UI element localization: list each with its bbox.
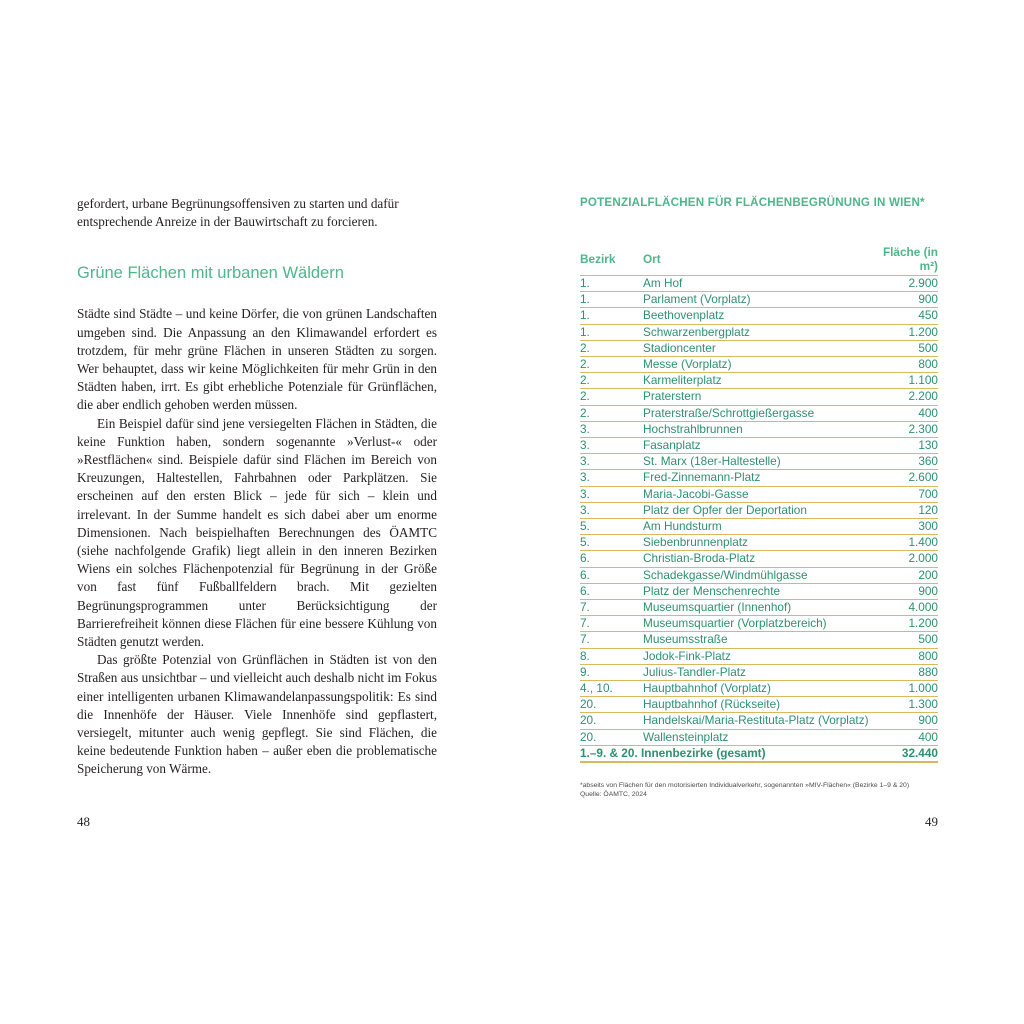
- total-label: 1.–9. & 20. Innenbezirke (gesamt): [580, 745, 869, 762]
- table-row: [580, 632, 938, 648]
- intro-line-2: entsprechende Anreize in der Bauwirtschaft zu forcieren.: [77, 214, 378, 230]
- cell-flaeche: 200: [869, 567, 938, 583]
- cell-bezirk: 3.: [580, 470, 643, 486]
- cell-bezirk: 2.: [580, 389, 643, 405]
- cell-bezirk: 8.: [580, 648, 643, 664]
- cell-bezirk: 6.: [580, 551, 643, 567]
- cell-bezirk: 3.: [580, 486, 643, 502]
- table-row: [580, 648, 938, 664]
- cell-ort: Karmeliterplatz: [643, 373, 869, 389]
- cell-ort: Praterstraße/Schrottgießergasse: [643, 405, 869, 421]
- cell-flaeche: 130: [869, 438, 938, 454]
- cell-flaeche: 1.400: [869, 535, 938, 551]
- header-ort: Ort: [643, 245, 869, 276]
- cell-flaeche: 2.600: [869, 470, 938, 486]
- cell-bezirk: 5.: [580, 535, 643, 551]
- table-row: [580, 389, 938, 405]
- cell-ort: Christian-Broda-Platz: [643, 551, 869, 567]
- table-row: [580, 292, 938, 308]
- footnote-text: *abseits von Flächen für den motorisierten Individualverkehr, sogenannten »MIV-Flächen« (Bezirke 1–9 & 20): [580, 782, 910, 790]
- cell-flaeche: 1.200: [869, 616, 938, 632]
- cell-flaeche: 120: [869, 502, 938, 518]
- cell-bezirk: 1.: [580, 324, 643, 340]
- cell-bezirk: 20.: [580, 713, 643, 729]
- cell-bezirk: 4., 10.: [580, 681, 643, 697]
- cell-flaeche: 800: [869, 648, 938, 664]
- cell-flaeche: 2.300: [869, 421, 938, 437]
- cell-flaeche: 500: [869, 340, 938, 356]
- cell-ort: Platz der Opfer der Deportation: [643, 502, 869, 518]
- table-row: [580, 729, 938, 745]
- cell-flaeche: 2.900: [869, 276, 938, 292]
- cell-flaeche: 360: [869, 454, 938, 470]
- table-row: [580, 567, 938, 583]
- cell-bezirk: 3.: [580, 454, 643, 470]
- cell-ort: Schwarzenbergplatz: [643, 324, 869, 340]
- cell-bezirk: 6.: [580, 567, 643, 583]
- table-row: [580, 373, 938, 389]
- cell-ort: Platz der Menschenrechte: [643, 583, 869, 599]
- cell-ort: Wallensteinplatz: [643, 729, 869, 745]
- table-row: [580, 470, 938, 486]
- cell-ort: Jodok-Fink-Platz: [643, 648, 869, 664]
- table-row: [580, 405, 938, 421]
- cell-bezirk: 9.: [580, 664, 643, 680]
- cell-ort: Maria-Jacobi-Gasse: [643, 486, 869, 502]
- cell-flaeche: 2.000: [869, 551, 938, 567]
- cell-flaeche: 700: [869, 486, 938, 502]
- left-page: [77, 195, 437, 779]
- cell-bezirk: 20.: [580, 729, 643, 745]
- cell-flaeche: 900: [869, 583, 938, 599]
- table-row: [580, 502, 938, 518]
- cell-flaeche: 4.000: [869, 600, 938, 616]
- cell-bezirk: 1.: [580, 308, 643, 324]
- cell-flaeche: 800: [869, 357, 938, 373]
- cell-flaeche: 900: [869, 713, 938, 729]
- header-bezirk: Bezirk: [580, 245, 643, 276]
- header-flaeche: Fläche (in m²): [869, 245, 938, 276]
- cell-bezirk: 5.: [580, 519, 643, 535]
- cell-bezirk: 2.: [580, 405, 643, 421]
- right-page: [580, 196, 938, 799]
- cell-ort: Schadekgasse/Windmühlgasse: [643, 567, 869, 583]
- table-title: POTENZIALFLÄCHEN FÜR FLÄCHENBEGRÜNUNG IN WIEN*: [580, 196, 925, 209]
- table-row: [580, 454, 938, 470]
- cell-bezirk: 7.: [580, 632, 643, 648]
- cell-flaeche: 1.100: [869, 373, 938, 389]
- table-row: [580, 583, 938, 599]
- cell-flaeche: 450: [869, 308, 938, 324]
- intro-line-1: gefordert, urbane Begrünungsoffensiven zu starten und dafür: [77, 196, 399, 211]
- table-row: [580, 664, 938, 680]
- green-area-table: [580, 245, 938, 763]
- cell-ort: Hauptbahnhof (Vorplatz): [643, 681, 869, 697]
- footnote: [580, 781, 938, 799]
- cell-ort: Am Hundsturm: [643, 519, 869, 535]
- cell-flaeche: 300: [869, 519, 938, 535]
- cell-ort: Fred-Zinnemann-Platz: [643, 470, 869, 486]
- cell-bezirk: 1.: [580, 292, 643, 308]
- cell-flaeche: 2.200: [869, 389, 938, 405]
- section-heading: Grüne Flächen mit urbanen Wäldern: [77, 264, 344, 283]
- cell-ort: Fasanplatz: [643, 438, 869, 454]
- cell-bezirk: 2.: [580, 357, 643, 373]
- table-row: [580, 308, 938, 324]
- table-row: [580, 600, 938, 616]
- table-row: [580, 357, 938, 373]
- table-row: [580, 324, 938, 340]
- cell-ort: Parlament (Vorplatz): [643, 292, 869, 308]
- page-number-left: 48: [77, 814, 90, 829]
- paragraph-1: Städte sind Städte – und keine Dörfer, die von grünen Landschaften umgeben sind. Die Anpassung an den Klimawandel erfordert es trotzdem, für mehr grüne Flächen in unseren Städten zu sorgen. Wer behauptet, dass wir keine Möglichkeiten für mehr Grün in den Städten haben, irrt. Es gibt erhebliche Potenziale für Grünflächen, die aber endlich gehoben werden müssen.: [77, 306, 437, 413]
- table-row: [580, 519, 938, 535]
- table-row: [580, 681, 938, 697]
- cell-ort: Handelskai/Maria-Restituta-Platz (Vorplatz): [643, 713, 869, 728]
- cell-ort: Museumsquartier (Vorplatzbereich): [643, 616, 869, 632]
- cell-bezirk: 7.: [580, 616, 643, 632]
- cell-flaeche: 1.300: [869, 697, 938, 713]
- cell-bezirk: 3.: [580, 438, 643, 454]
- cell-bezirk: 2.: [580, 340, 643, 356]
- cell-ort: Museumsquartier (Innenhof): [643, 600, 869, 616]
- total-value: 32.440: [869, 745, 938, 762]
- table-row: [580, 438, 938, 454]
- cell-ort: Praterstern: [643, 389, 869, 405]
- table-row: [580, 551, 938, 567]
- cell-flaeche: 880: [869, 664, 938, 680]
- cell-flaeche: 400: [869, 729, 938, 745]
- table-row: [580, 697, 938, 713]
- footnote-source: Quelle: ÖAMTC, 2024: [580, 791, 647, 799]
- cell-bezirk: 1.: [580, 276, 643, 292]
- cell-flaeche: 900: [869, 292, 938, 308]
- cell-ort: St. Marx (18er-Haltestelle): [643, 454, 869, 470]
- cell-ort: Siebenbrunnenplatz: [643, 535, 869, 551]
- table-row: [580, 535, 938, 551]
- page-number-right: 49: [925, 814, 938, 829]
- table-row: [580, 713, 938, 729]
- cell-ort: Julius-Tandler-Platz: [643, 664, 869, 680]
- cell-ort: Hauptbahnhof (Rückseite): [643, 697, 869, 713]
- cell-flaeche: 1.000: [869, 681, 938, 697]
- table-row: [580, 276, 938, 292]
- table-body: [580, 276, 938, 763]
- table-header-row: [580, 245, 938, 276]
- cell-flaeche: 400: [869, 405, 938, 421]
- cell-bezirk: 2.: [580, 373, 643, 389]
- cell-ort: Hochstrahlbrunnen: [643, 421, 869, 437]
- paragraph-3: Das größte Potenzial von Grünflächen in Städten ist von den Straßen aus unsichtbar – und vielleicht auch deshalb nicht im Fokus einer intelligenten urbanen Klimawandelanpassungspolitik: Es sind die Innenhöfe der Häuser. Viele Innenhöfe sind gepflastert, versiegelt, mitunter auch wenig gepflegt. Sie sind Flächen, die keine bedeutende Funktion haben – außer eben die problematische Speicherung von Wärme.: [77, 652, 437, 777]
- cell-flaeche: 500: [869, 632, 938, 648]
- cell-bezirk: 7.: [580, 600, 643, 616]
- cell-ort: Stadioncenter: [643, 340, 869, 356]
- cell-ort: Beethovenplatz: [643, 308, 869, 324]
- cell-ort: Messe (Vorplatz): [643, 357, 869, 373]
- cell-flaeche: 1.200: [869, 324, 938, 340]
- table-row: [580, 421, 938, 437]
- paragraph-2: Ein Beispiel dafür sind jene versiegelten Flächen in Städten, die keine Funktion haben, sondern sogenannte »Verlust-« oder »Restflächen« sind. Beispiele dafür sind Flächen im Bereich von Kreuzungen, Haltestellen, Fahrbahnen oder Parkplätzen. Sie erscheinen auf den ersten Blick – jede für sich – klein und irrelevant. In der Summe handelt es sich dabei aber um enorme Dimensionen. Nach beispielhaften Berechnungen des ÖAMTC (siehe nachfolgende Grafik) liegt allein in den inneren Bezirken Wiens ein solches Flächenpotenzial für Begrünung in der Größe von fast fünf Fußballfeldern brach. Mit gezielten Begrünungsprogrammen unter Berücksichtigung der Barrierefreiheit können diese Flächen für eine bessere Kühlung von Städten genutzt werden.: [77, 415, 437, 650]
- table-row: [580, 616, 938, 632]
- table-total-row: [580, 745, 938, 762]
- cell-ort: Museumsstraße: [643, 632, 869, 648]
- cell-bezirk: 6.: [580, 583, 643, 599]
- cell-bezirk: 20.: [580, 697, 643, 713]
- table-row: [580, 340, 938, 356]
- cell-ort: Am Hof: [643, 276, 869, 292]
- table-row: [580, 486, 938, 502]
- cell-bezirk: 3.: [580, 502, 643, 518]
- cell-bezirk: 3.: [580, 421, 643, 437]
